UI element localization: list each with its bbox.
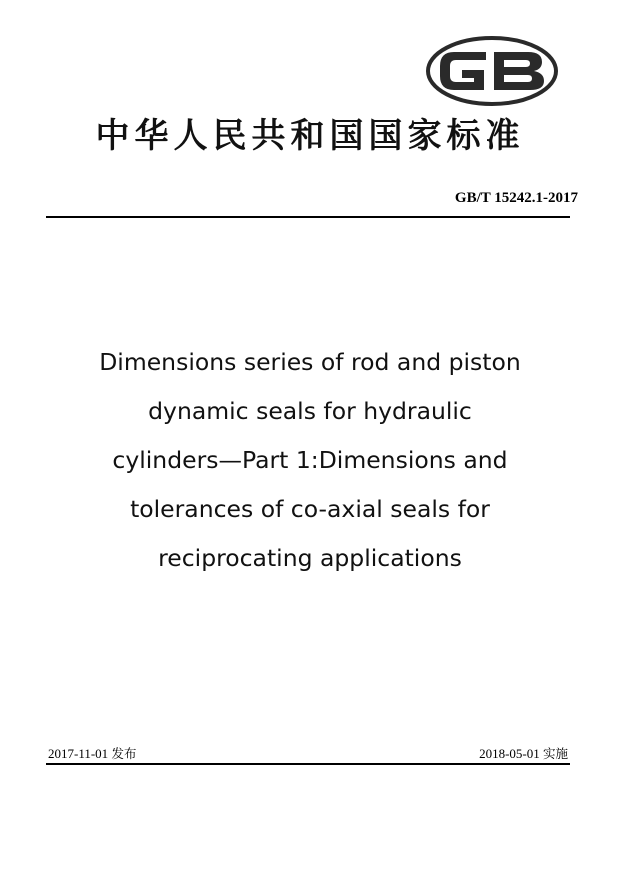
implement-date-block xyxy=(479,744,568,762)
header-divider xyxy=(46,216,570,218)
issue-date-block xyxy=(48,744,136,762)
implement-label: 实施 xyxy=(542,746,568,761)
document-title xyxy=(40,338,580,583)
footer-divider xyxy=(46,763,570,765)
standard-number: GB/T 15242.1-2017 xyxy=(454,190,578,206)
title-line: cylinders—Part 1:Dimensions and xyxy=(112,446,508,474)
title-line: dynamic seals for hydraulic xyxy=(148,397,472,425)
issue-label: 发布 xyxy=(111,746,137,761)
issuing-agency: 中华人民共和国国家标准 xyxy=(95,116,525,156)
title-line: reciprocating applications xyxy=(158,544,462,572)
gb-logo-icon xyxy=(426,36,558,106)
implement-date: 2018-05-01 xyxy=(479,746,540,761)
title-line: tolerances of co-axial seals for xyxy=(130,495,490,523)
title-line: Dimensions series of rod and piston xyxy=(99,348,521,376)
issue-date: 2017-11-01 xyxy=(48,746,109,761)
